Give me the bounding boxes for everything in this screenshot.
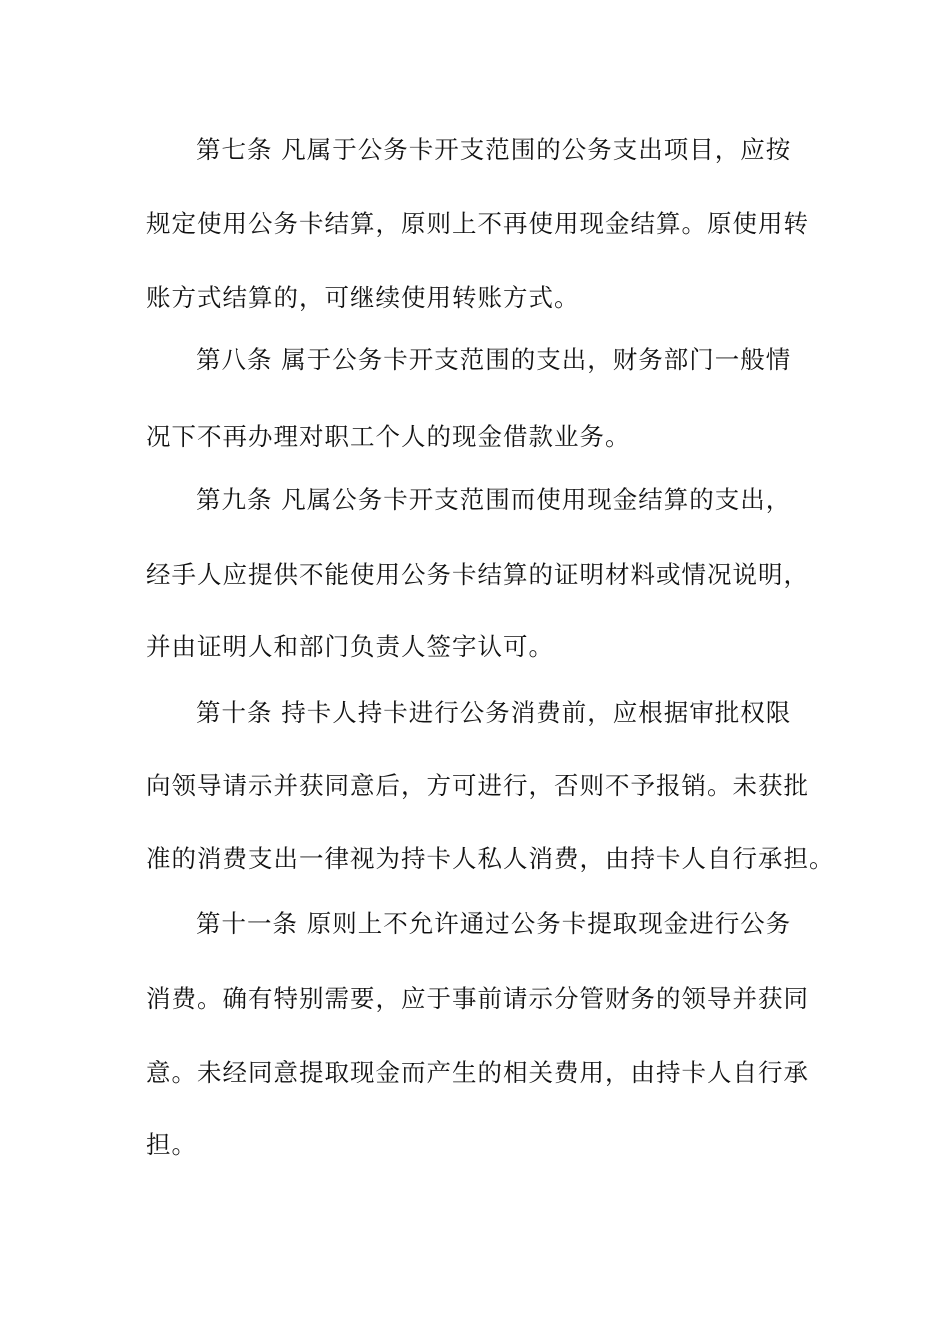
article-11-line-4: 担。	[146, 1130, 197, 1159]
article-7-line-3: 账方式结算的，可继续使用转账方式。	[146, 283, 580, 312]
article-8-line-2: 况下不再办理对职工个人的现金借款业务。	[146, 422, 631, 451]
article-7-line-2: 规定使用公务卡结算，原则上不再使用现金结算。原使用转	[146, 209, 809, 238]
article-11-line-1: 第十一条 原则上不允许通过公务卡提取现金进行公务	[196, 909, 792, 938]
article-10-line-1: 第十条 持卡人持卡进行公务消费前，应根据审批权限	[196, 698, 792, 727]
article-7-line-1: 第七条 凡属于公务卡开支范围的公务支出项目，应按	[196, 135, 792, 164]
article-9-line-2: 经手人应提供不能使用公务卡结算的证明材料或情况说明，	[146, 560, 809, 589]
article-10-line-2: 向领导请示并获同意后，方可进行，否则不予报销。未获批	[146, 771, 809, 800]
article-10-line-3: 准的消费支出一律视为持卡人私人消费，由持卡人自行承担。	[146, 844, 835, 873]
article-9-line-1: 第九条 凡属公务卡开支范围而使用现金结算的支出，	[196, 485, 792, 514]
article-11-line-3: 意。未经同意提取现金而产生的相关费用，由持卡人自行承	[146, 1058, 809, 1087]
article-8-line-1: 第八条 属于公务卡开支范围的支出，财务部门一般情	[196, 345, 792, 374]
article-9-line-3: 并由证明人和部门负责人签字认可。	[146, 632, 554, 661]
article-11-line-2: 消费。确有特别需要，应于事前请示分管财务的领导并获同	[146, 984, 809, 1013]
